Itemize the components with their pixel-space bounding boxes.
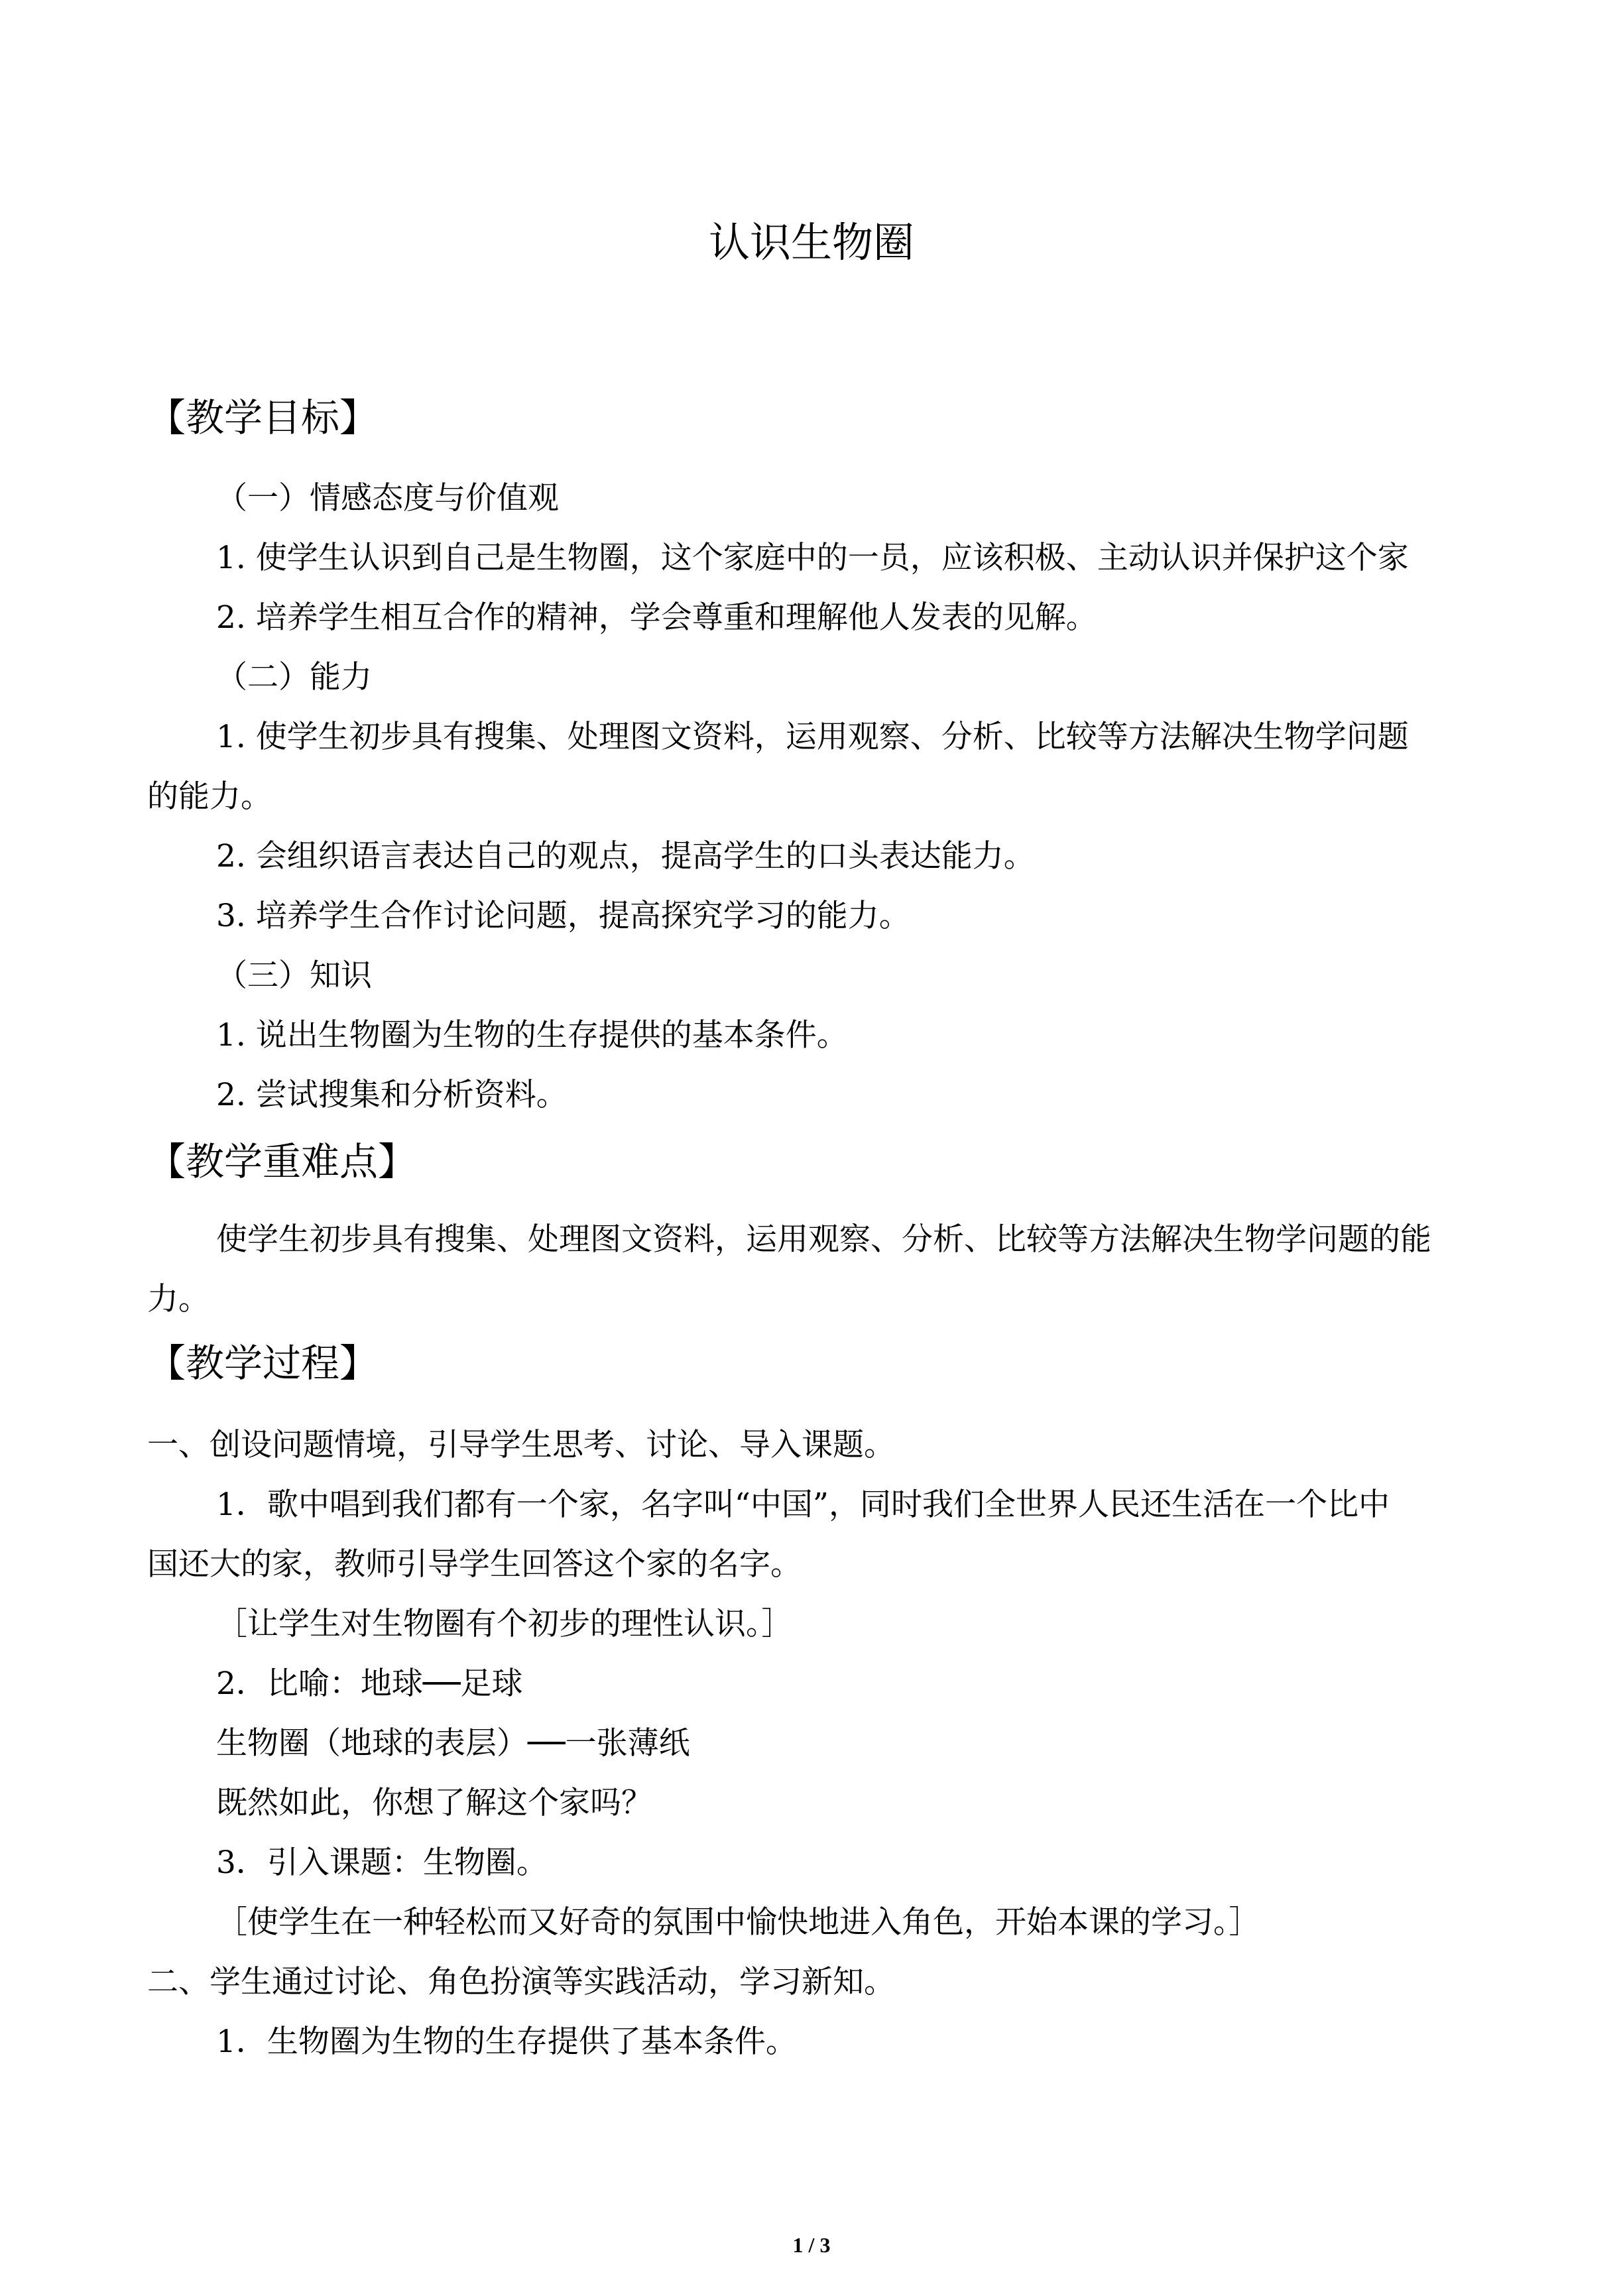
process-1-1: 1．歌中唱到我们都有一个家，名字叫“中国”，同时我们全世界人民还生活在一个比中: [216, 1486, 1390, 1523]
process-1-2-c: 既然如此，你想了解这个家吗？: [216, 1785, 652, 1821]
key-points-line-1: 使学生初步具有搜集、处理图文资料，运用观察、分析、比较等方法解决生物学问题的能: [216, 1221, 1431, 1258]
key-points-line-2: 力。: [147, 1281, 210, 1317]
emotion-item-2: 2. 培养学生相互合作的精神，学会尊重和理解他人发表的见解。: [216, 599, 1097, 636]
ability-item-2: 2. 会组织语言表达自己的观点，提高学生的口头表达能力。: [216, 838, 1035, 875]
process-1-2: 2．比喻：地球──足球: [216, 1665, 523, 1702]
knowledge-item-1: 1. 说出生物圈为生物的生存提供的基本条件。: [216, 1017, 848, 1054]
emotion-heading: （一）情感态度与价值观: [216, 480, 559, 516]
process-1-3: 3．引入课题：生物圈。: [216, 1844, 548, 1881]
process-1-1-cont: 国还大的家，教师引导学生回答这个家的名字。: [147, 1546, 802, 1583]
knowledge-heading: （三）知识: [216, 957, 372, 994]
process-part-1-heading: 一、创设问题情境，引导学生思考、讨论、导入课题。: [147, 1427, 895, 1463]
section-heading-key-points: 【教学重难点】: [147, 1139, 417, 1184]
section-heading-objectives: 【教学目标】: [147, 395, 379, 440]
emotion-item-1: 1. 使学生认识到自己是生物圈，这个家庭中的一员，应该积极、主动认识并保护这个家: [216, 540, 1409, 576]
ability-item-1: 1. 使学生初步具有搜集、处理图文资料，运用观察、分析、比较等方法解决生物学问题: [216, 719, 1409, 755]
ability-heading: （二）能力: [216, 659, 372, 695]
section-heading-process: 【教学过程】: [147, 1341, 379, 1386]
ability-item-1-cont: 的能力。: [147, 778, 272, 815]
process-part-2-heading: 二、学生通过讨论、角色扮演等实践活动，学习新知。: [147, 1964, 895, 2000]
process-1-2-b: 生物圈（地球的表层）──一张薄纸: [216, 1725, 690, 1762]
page-number: 1 / 3: [792, 2233, 831, 2257]
process-note-1: ［让学生对生物圈有个初步的理性认识。］: [216, 1606, 793, 1642]
process-2-1: 1．生物圈为生物的生存提供了基本条件。: [216, 2024, 797, 2060]
process-note-2: ［使学生在一种轻松而又好奇的氛围中愉快地进入角色，开始本课的学习。］: [216, 1904, 1260, 1941]
ability-item-3: 3. 培养学生合作讨论问题，提高探究学习的能力。: [216, 898, 910, 934]
knowledge-item-2: 2. 尝试搜集和分析资料。: [216, 1077, 568, 1113]
page-title: 认识生物圈: [708, 218, 914, 267]
